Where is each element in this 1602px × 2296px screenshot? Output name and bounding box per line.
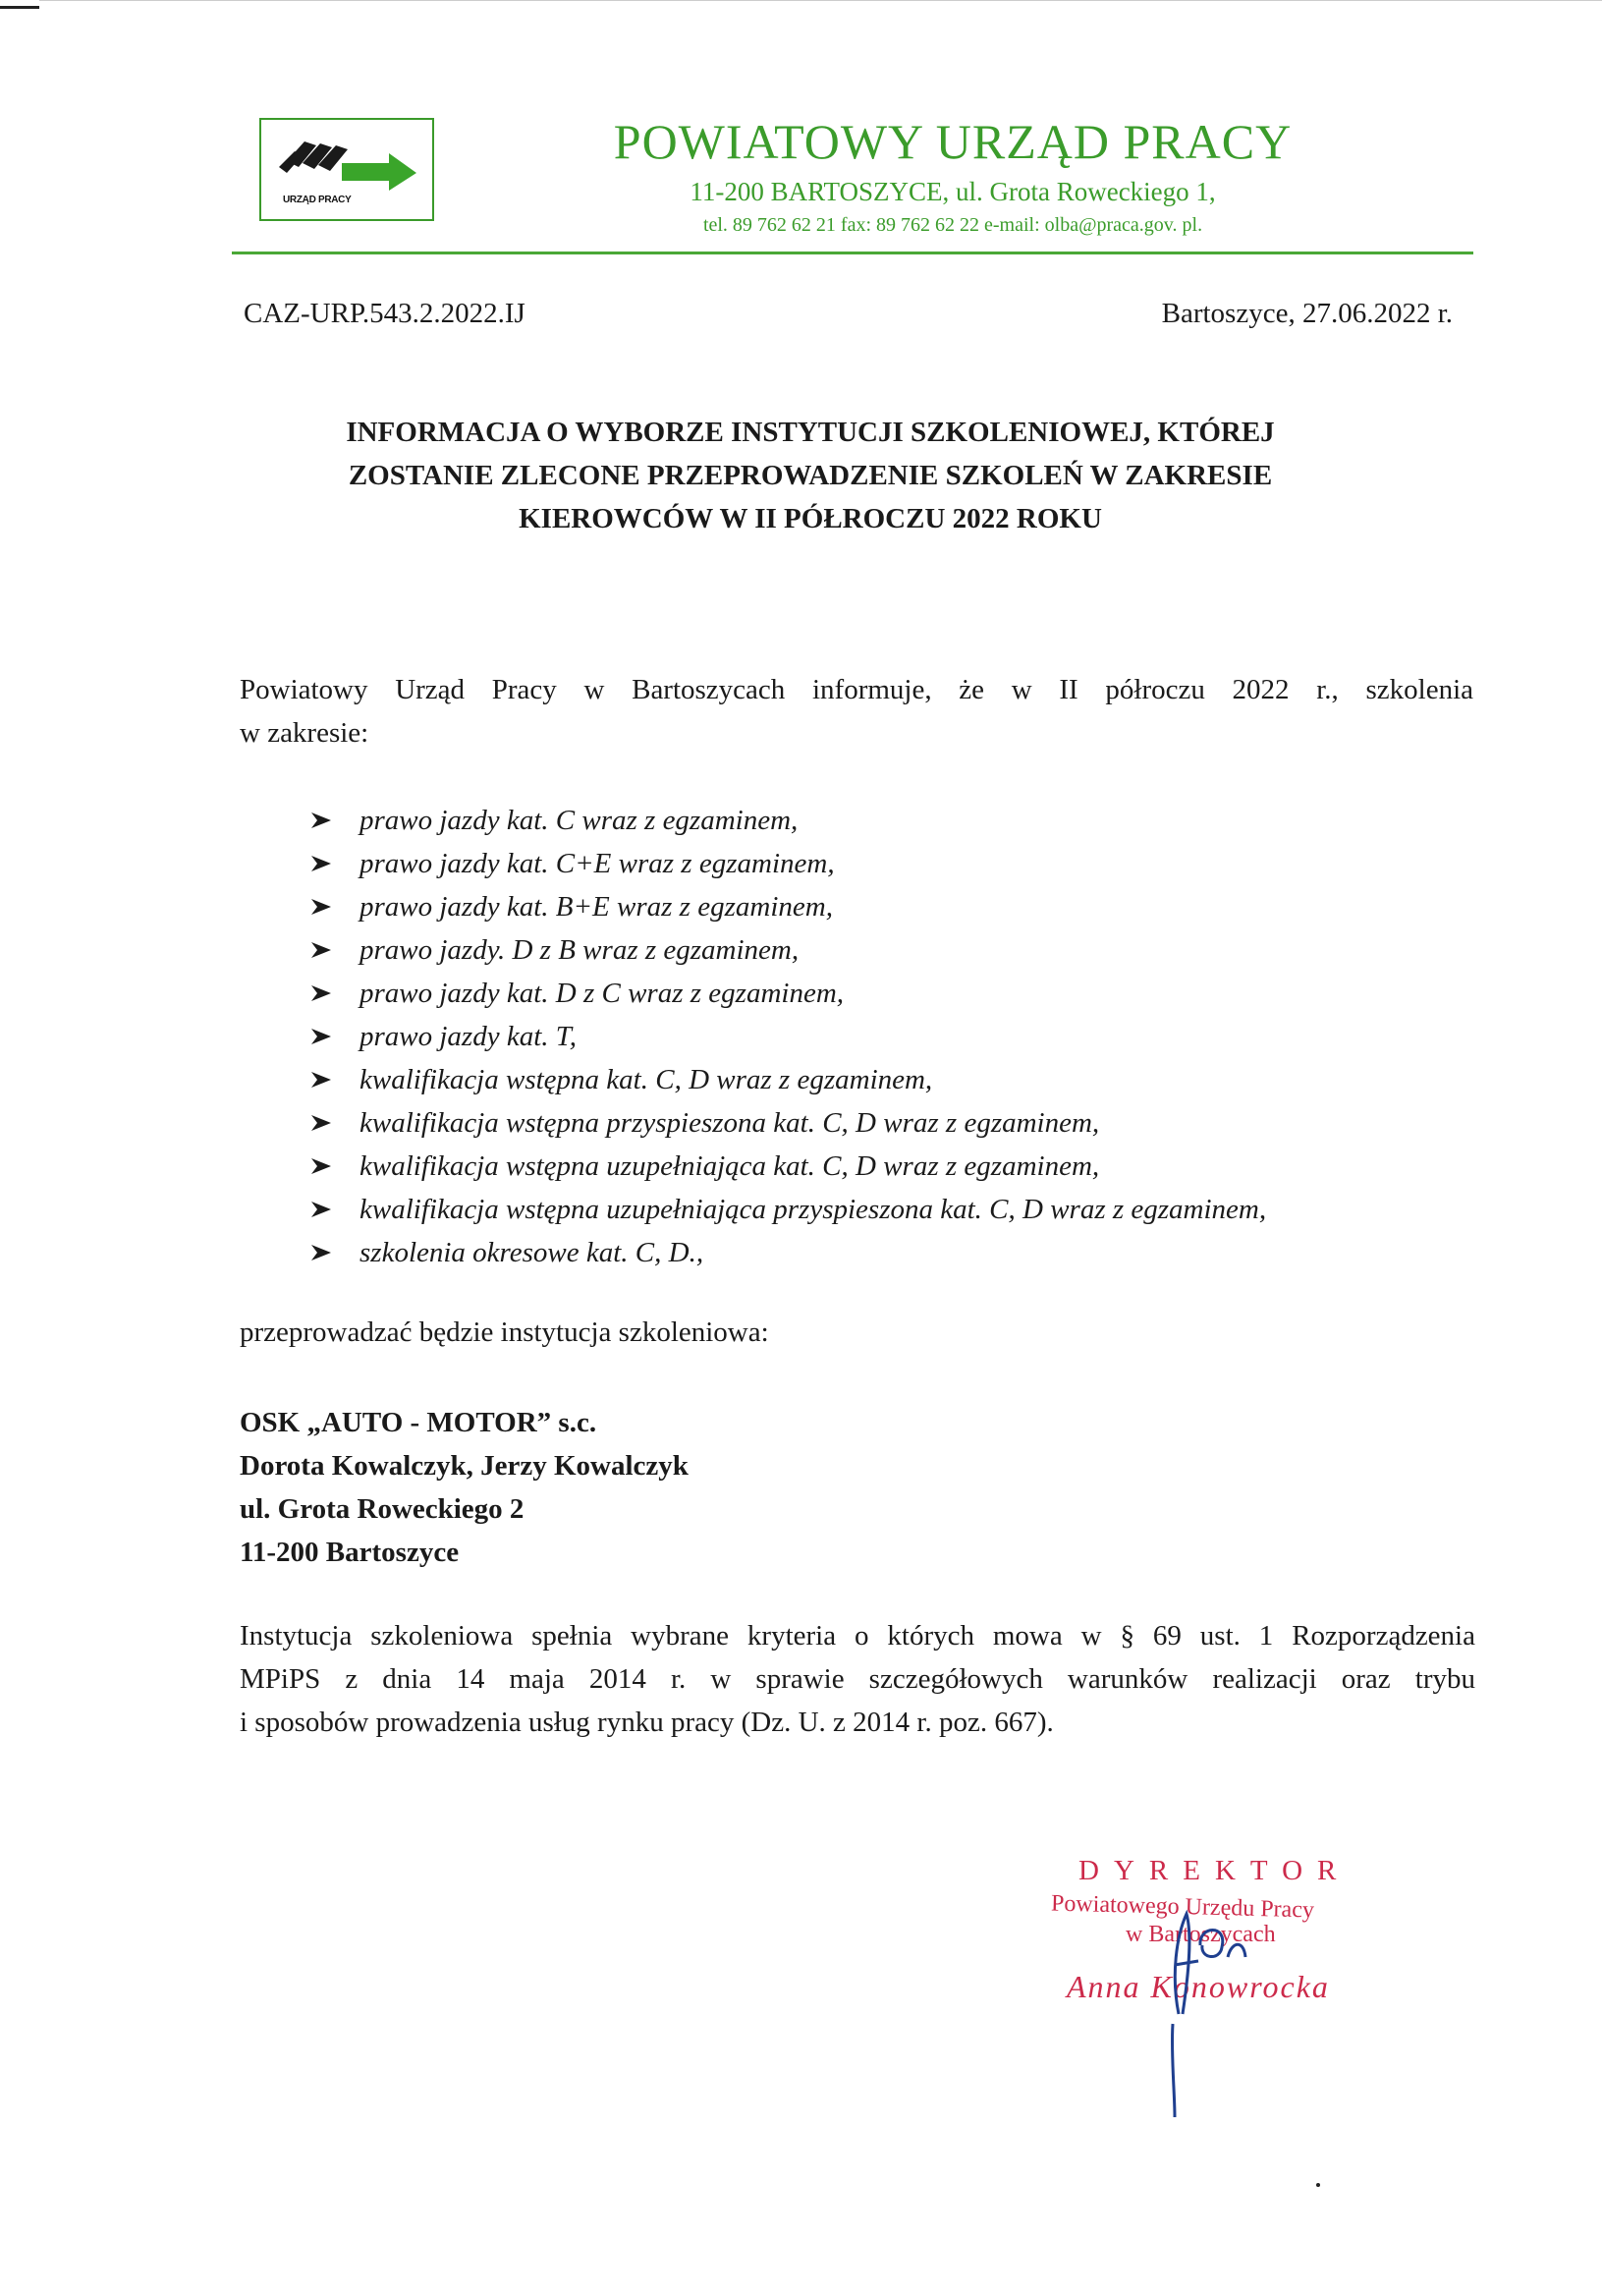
document-title	[295, 411, 1326, 540]
org-address: 11-200 BARTOSZYCE, ul. Grota Roweckiego 1,	[690, 177, 1216, 206]
list-item: prawo jazdy kat. T,	[310, 1015, 1489, 1058]
institution-street: ul. Grota Roweckiego 2	[240, 1493, 525, 1525]
list-item: prawo jazdy kat. C wraz z egzaminem,	[310, 799, 1489, 842]
arrow-bullet-icon	[310, 1157, 354, 1175]
list-item: szkolenia okresowe kat. C, D.,	[310, 1231, 1489, 1274]
list-item: prawo jazdy kat. D z C wraz z egzaminem,	[310, 972, 1489, 1015]
logo	[259, 118, 434, 221]
reference-number: CAZ-URP.543.2.2022.IJ	[244, 298, 525, 329]
logo-arrow-icon	[273, 134, 420, 193]
arrow-bullet-icon	[310, 984, 354, 1002]
arrow-bullet-icon	[310, 941, 354, 959]
header-divider	[232, 252, 1473, 254]
title-line-3: KIEROWCÓW W II PÓŁROCZU 2022 ROKU	[519, 503, 1102, 534]
list-item: kwalifikacja wstępna uzupełniająca przyspieszona kat. C, D wraz z egzaminem,	[310, 1188, 1489, 1231]
intro-line-1: Powiatowy Urząd Pracy w Bartoszycach informuje, że w II półroczu 2022 r., szkolenia	[240, 674, 1473, 705]
course-list	[310, 799, 1489, 1274]
conducted-by-text: przeprowadzać będzie instytucja szkoleniowa:	[240, 1316, 769, 1348]
handwritten-signature	[1149, 1906, 1267, 2122]
logo-text: URZĄD PRACY	[283, 195, 352, 205]
arrow-bullet-icon	[310, 1201, 354, 1218]
stamp-signatory-name: Anna Konowrocka	[1067, 1969, 1330, 2004]
criteria-line-2: MPiPS z dnia 14 maja 2014 r. w sprawie szczegółowych warunków realizacji oraz trybu	[240, 1663, 1475, 1695]
arrow-bullet-icon	[310, 1071, 354, 1089]
institution-owners: Dorota Kowalczyk, Jerzy Kowalczyk	[240, 1450, 689, 1482]
scan-speck	[1316, 2183, 1320, 2187]
scan-edge-mark	[0, 6, 39, 9]
list-item: prawo jazdy. D z B wraz z egzaminem,	[310, 928, 1489, 972]
scan-edge-line	[39, 0, 1602, 1]
arrow-bullet-icon	[310, 1244, 354, 1261]
intro-paragraph	[240, 668, 1473, 755]
arrow-bullet-icon	[310, 1028, 354, 1045]
institution-city: 11-200 Bartoszyce	[240, 1537, 460, 1568]
intro-line-2: w zakresie:	[240, 717, 369, 749]
title-line-1: INFORMACJA O WYBORZE INSTYTUCJI SZKOLENIOWEJ, KTÓREJ	[346, 417, 1275, 448]
title-line-2: ZOSTANIE ZLECONE PRZEPROWADZENIE SZKOLEŃ W ZAKRESIE	[348, 460, 1273, 491]
stamp-city: w Bartoszycach	[1126, 1922, 1276, 1947]
stamp-title: DYREKTOR	[1078, 1855, 1352, 1886]
place-date: Bartoszyce, 27.06.2022 r.	[1161, 298, 1453, 329]
list-item: prawo jazdy kat. C+E wraz z egzaminem,	[310, 842, 1489, 885]
list-item: kwalifikacja wstępna przyspieszona kat. C, D wraz z egzaminem,	[310, 1101, 1489, 1145]
list-item: prawo jazdy kat. B+E wraz z egzaminem,	[310, 885, 1489, 928]
stamp-office: Powiatowego Urzędu Pracy	[1050, 1890, 1315, 1924]
arrow-bullet-icon	[310, 812, 354, 829]
list-item: kwalifikacja wstępna kat. C, D wraz z egzaminem,	[310, 1058, 1489, 1101]
org-name: POWIATOWY URZĄD PRACY	[613, 114, 1293, 169]
list-item: kwalifikacja wstępna uzupełniająca kat. C, D wraz z egzaminem,	[310, 1145, 1489, 1188]
criteria-paragraph	[240, 1614, 1475, 1744]
institution-block	[240, 1401, 689, 1574]
arrow-bullet-icon	[310, 1114, 354, 1132]
criteria-line-1: Instytucja szkoleniowa spełnia wybrane kryteria o których mowa w § 69 ust. 1 Rozporządzenia	[240, 1620, 1475, 1652]
org-contact: tel. 89 762 62 21 fax: 89 762 62 22 e-mail: olba@praca.gov. pl.	[702, 214, 1203, 236]
criteria-line-3: i sposobów prowadzenia usług rynku pracy (Dz. U. z 2014 r. poz. 667).	[240, 1707, 1054, 1738]
arrow-bullet-icon	[310, 898, 354, 916]
institution-name: OSK „AUTO - MOTOR” s.c.	[240, 1407, 597, 1438]
arrow-bullet-icon	[310, 855, 354, 872]
